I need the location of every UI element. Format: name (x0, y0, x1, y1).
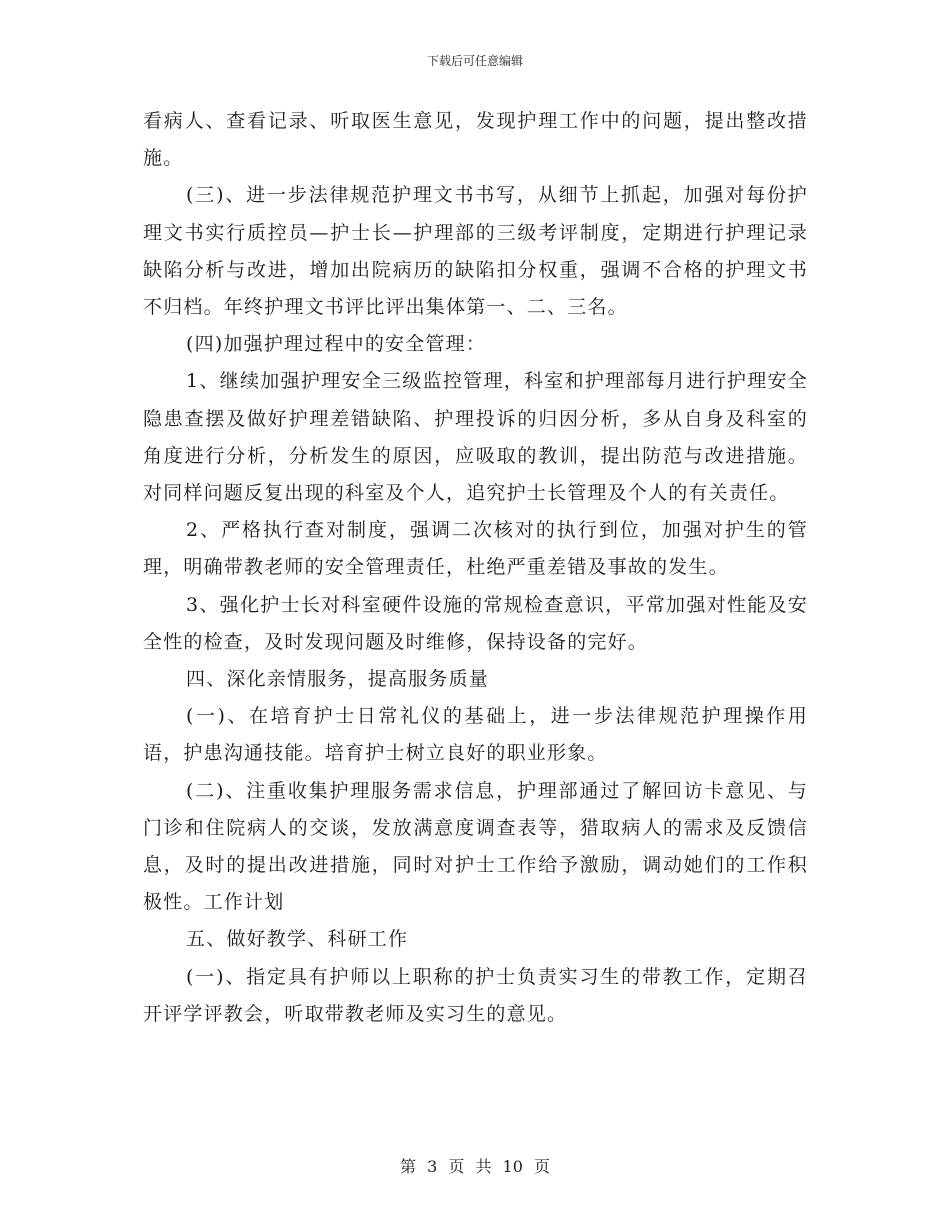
paragraph: 1、继续加强护理安全三级监控管理，科室和护理部每月进行护理安全隐患查摆及做好护理差错缺陷、护理投诉的归因分析，多从自身及科室的角度进行分析，分析发生的原因，应吸取的教训，提出防范与改进措施。对同样问题反复出现的科室及个人，追究护士长管理及个人的有关责任。 (143, 370, 808, 505)
page-header: 下载后可任意编辑 (426, 54, 523, 68)
paragraph: (二)、注重收集护理服务需求信息，护理部通过了解回访卡意见、与门诊和住院病人的交谈，发放满意度调查表等，猎取病人的需求及反馈信息，及时的提出改进措施，同时对护士工作给予激励，调动她们的工作积极性。工作计划 (143, 779, 808, 914)
section-heading: 四、深化亲情服务，提高服务质量 (186, 668, 490, 691)
paragraph: (三)、进一步法律规范护理文书书写，从细节上抓起，加强对每份护理文书实行质控员—护士长—护理部的三级考评制度，定期进行护理记录缺陷分析与改进，增加出院病历的缺陷扣分权重，强调不合格的护理文书不归档。年终护理文书评比评出集体第一、二、三名。 (143, 184, 808, 319)
paragraph: 看病人、查看记录、听取医生意见，发现护理工作中的问题，提出整改措施。 (143, 110, 808, 170)
paragraph: 3、强化护士长对科室硬件设施的常规检查意识，平常加强对性能及安全性的检查，及时发现问题及时维修，保持设备的完好。 (143, 593, 808, 653)
paragraph: (一)、指定具有护师以上职称的护士负责实习生的带教工作，定期召开评学评教会，听取带教老师及实习生的意见。 (143, 965, 808, 1025)
page-number: 第 3 页 共 10 页 (400, 1157, 550, 1176)
paragraph: 2、严格执行查对制度，强调二次核对的执行到位，加强对护生的管理，明确带教老师的安全管理责任，杜绝严重差错及事故的发生。 (143, 519, 808, 579)
paragraph: (四)加强护理过程中的安全管理： (186, 333, 487, 356)
paragraph: (一)、在培育护士日常礼仪的基础上，进一步法律规范护理操作用语，护患沟通技能。培育护士树立良好的职业形象。 (143, 705, 808, 765)
document-body (143, 103, 808, 1033)
section-heading: 五、做好教学、科研工作 (186, 928, 409, 951)
